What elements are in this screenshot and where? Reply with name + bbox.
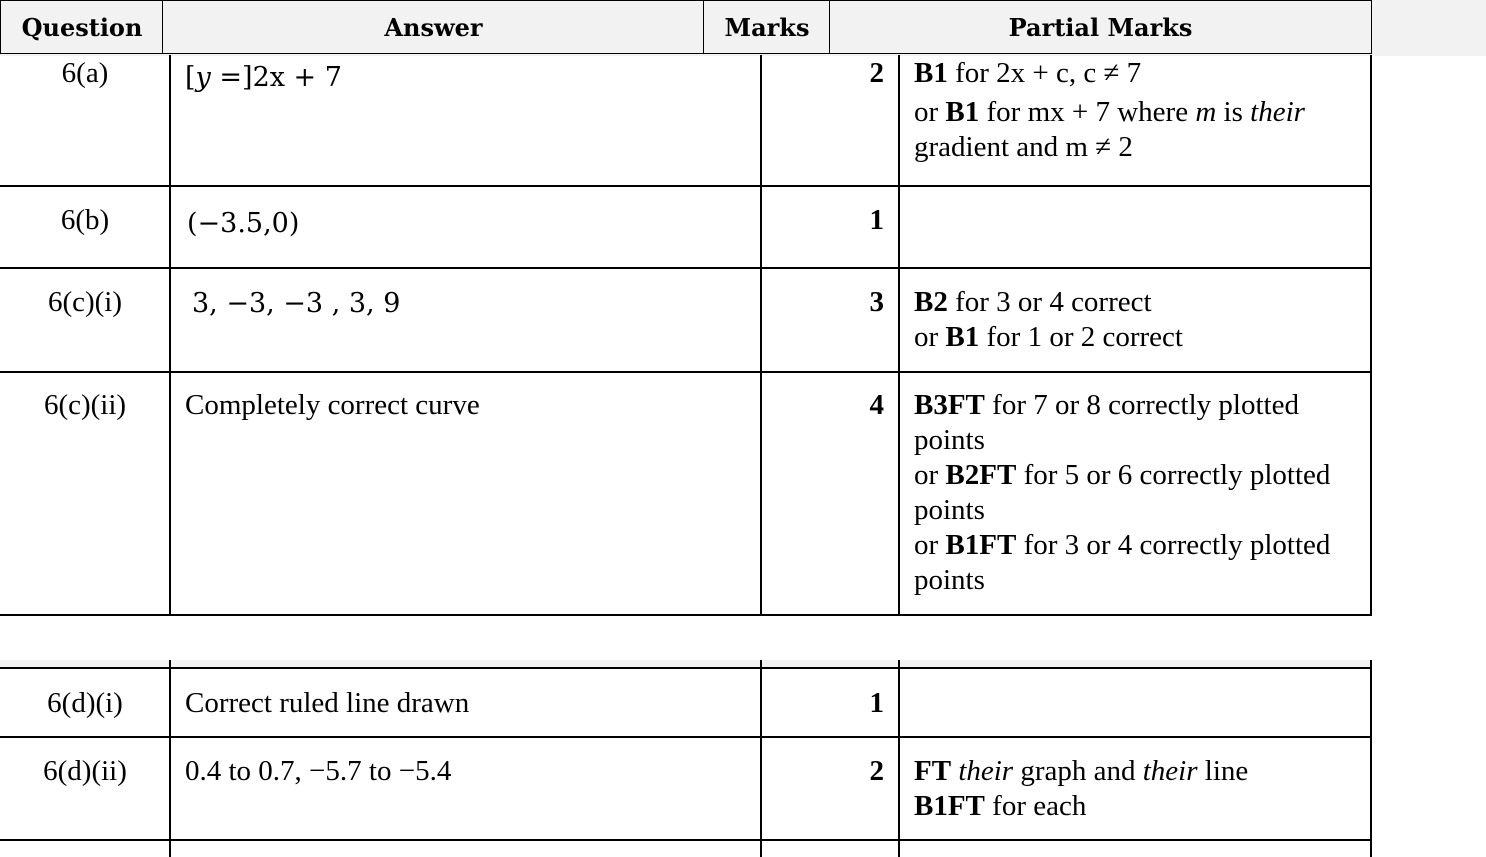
question-id: 6(d)(ii) — [43, 755, 127, 787]
column-divider — [1370, 55, 1372, 615]
partial-marks-cell: B1 for 2x + c, c ≠ 7 or B1 for mx + 7 where m is their gradient and m ≠ 2 — [914, 57, 1305, 163]
row-divider — [0, 371, 1372, 373]
row-divider — [0, 185, 1372, 187]
row-divider — [0, 736, 1372, 738]
column-divider — [1370, 660, 1372, 857]
column-header-answer: Answer — [162, 0, 705, 54]
marks-cell: 2 — [869, 755, 884, 787]
marks-cell: 1 — [869, 204, 884, 236]
row-divider — [0, 839, 1372, 841]
column-divider — [898, 55, 900, 615]
answer-cell: Completely correct curve — [185, 389, 480, 421]
partial-marks-cell: FT their graph and their line B1FT for each — [914, 755, 1249, 822]
answer-cell: 0.4 to 0.7, −5.7 to −5.4 — [185, 755, 452, 787]
row-divider — [0, 614, 1372, 616]
question-id: 6(b) — [60, 204, 110, 236]
answer-cell: [y =]2x + 7 — [185, 62, 342, 93]
partial-marks-cell: B2 for 3 or 4 correct or B1 for 1 or 2 correct — [914, 286, 1183, 353]
marks-cell: 2 — [869, 57, 884, 89]
row-divider — [0, 667, 1372, 669]
page-break — [0, 660, 1372, 667]
column-divider — [898, 660, 900, 857]
marks-cell: 4 — [869, 389, 884, 421]
answer-cell: (−3.5,0) — [187, 208, 300, 239]
marks-cell: 3 — [869, 286, 884, 318]
question-id: 6(c)(i) — [47, 286, 123, 318]
row-divider — [0, 267, 1372, 269]
column-divider — [169, 55, 171, 615]
column-header-question: Question — [0, 0, 164, 54]
column-header-marks: Marks — [703, 0, 831, 54]
marks-cell: 1 — [869, 687, 884, 719]
answer-cell: Correct ruled line drawn — [185, 687, 470, 719]
answer-cell: 3, −3, −3 , 3, 9 — [192, 288, 401, 319]
question-id: 6(d)(i) — [47, 687, 123, 719]
column-divider — [760, 55, 762, 615]
question-id: 6(c)(ii) — [43, 389, 127, 421]
question-id: 6(a) — [61, 57, 109, 89]
partial-marks-cell: B3FT for 7 or 8 correctly plotted points or B2FT for 5 or 6 correctly plotted points or B1FT for 3 or 4 correctly plotted points — [914, 389, 1331, 596]
column-header-partial-marks: Partial Marks — [829, 0, 1372, 54]
